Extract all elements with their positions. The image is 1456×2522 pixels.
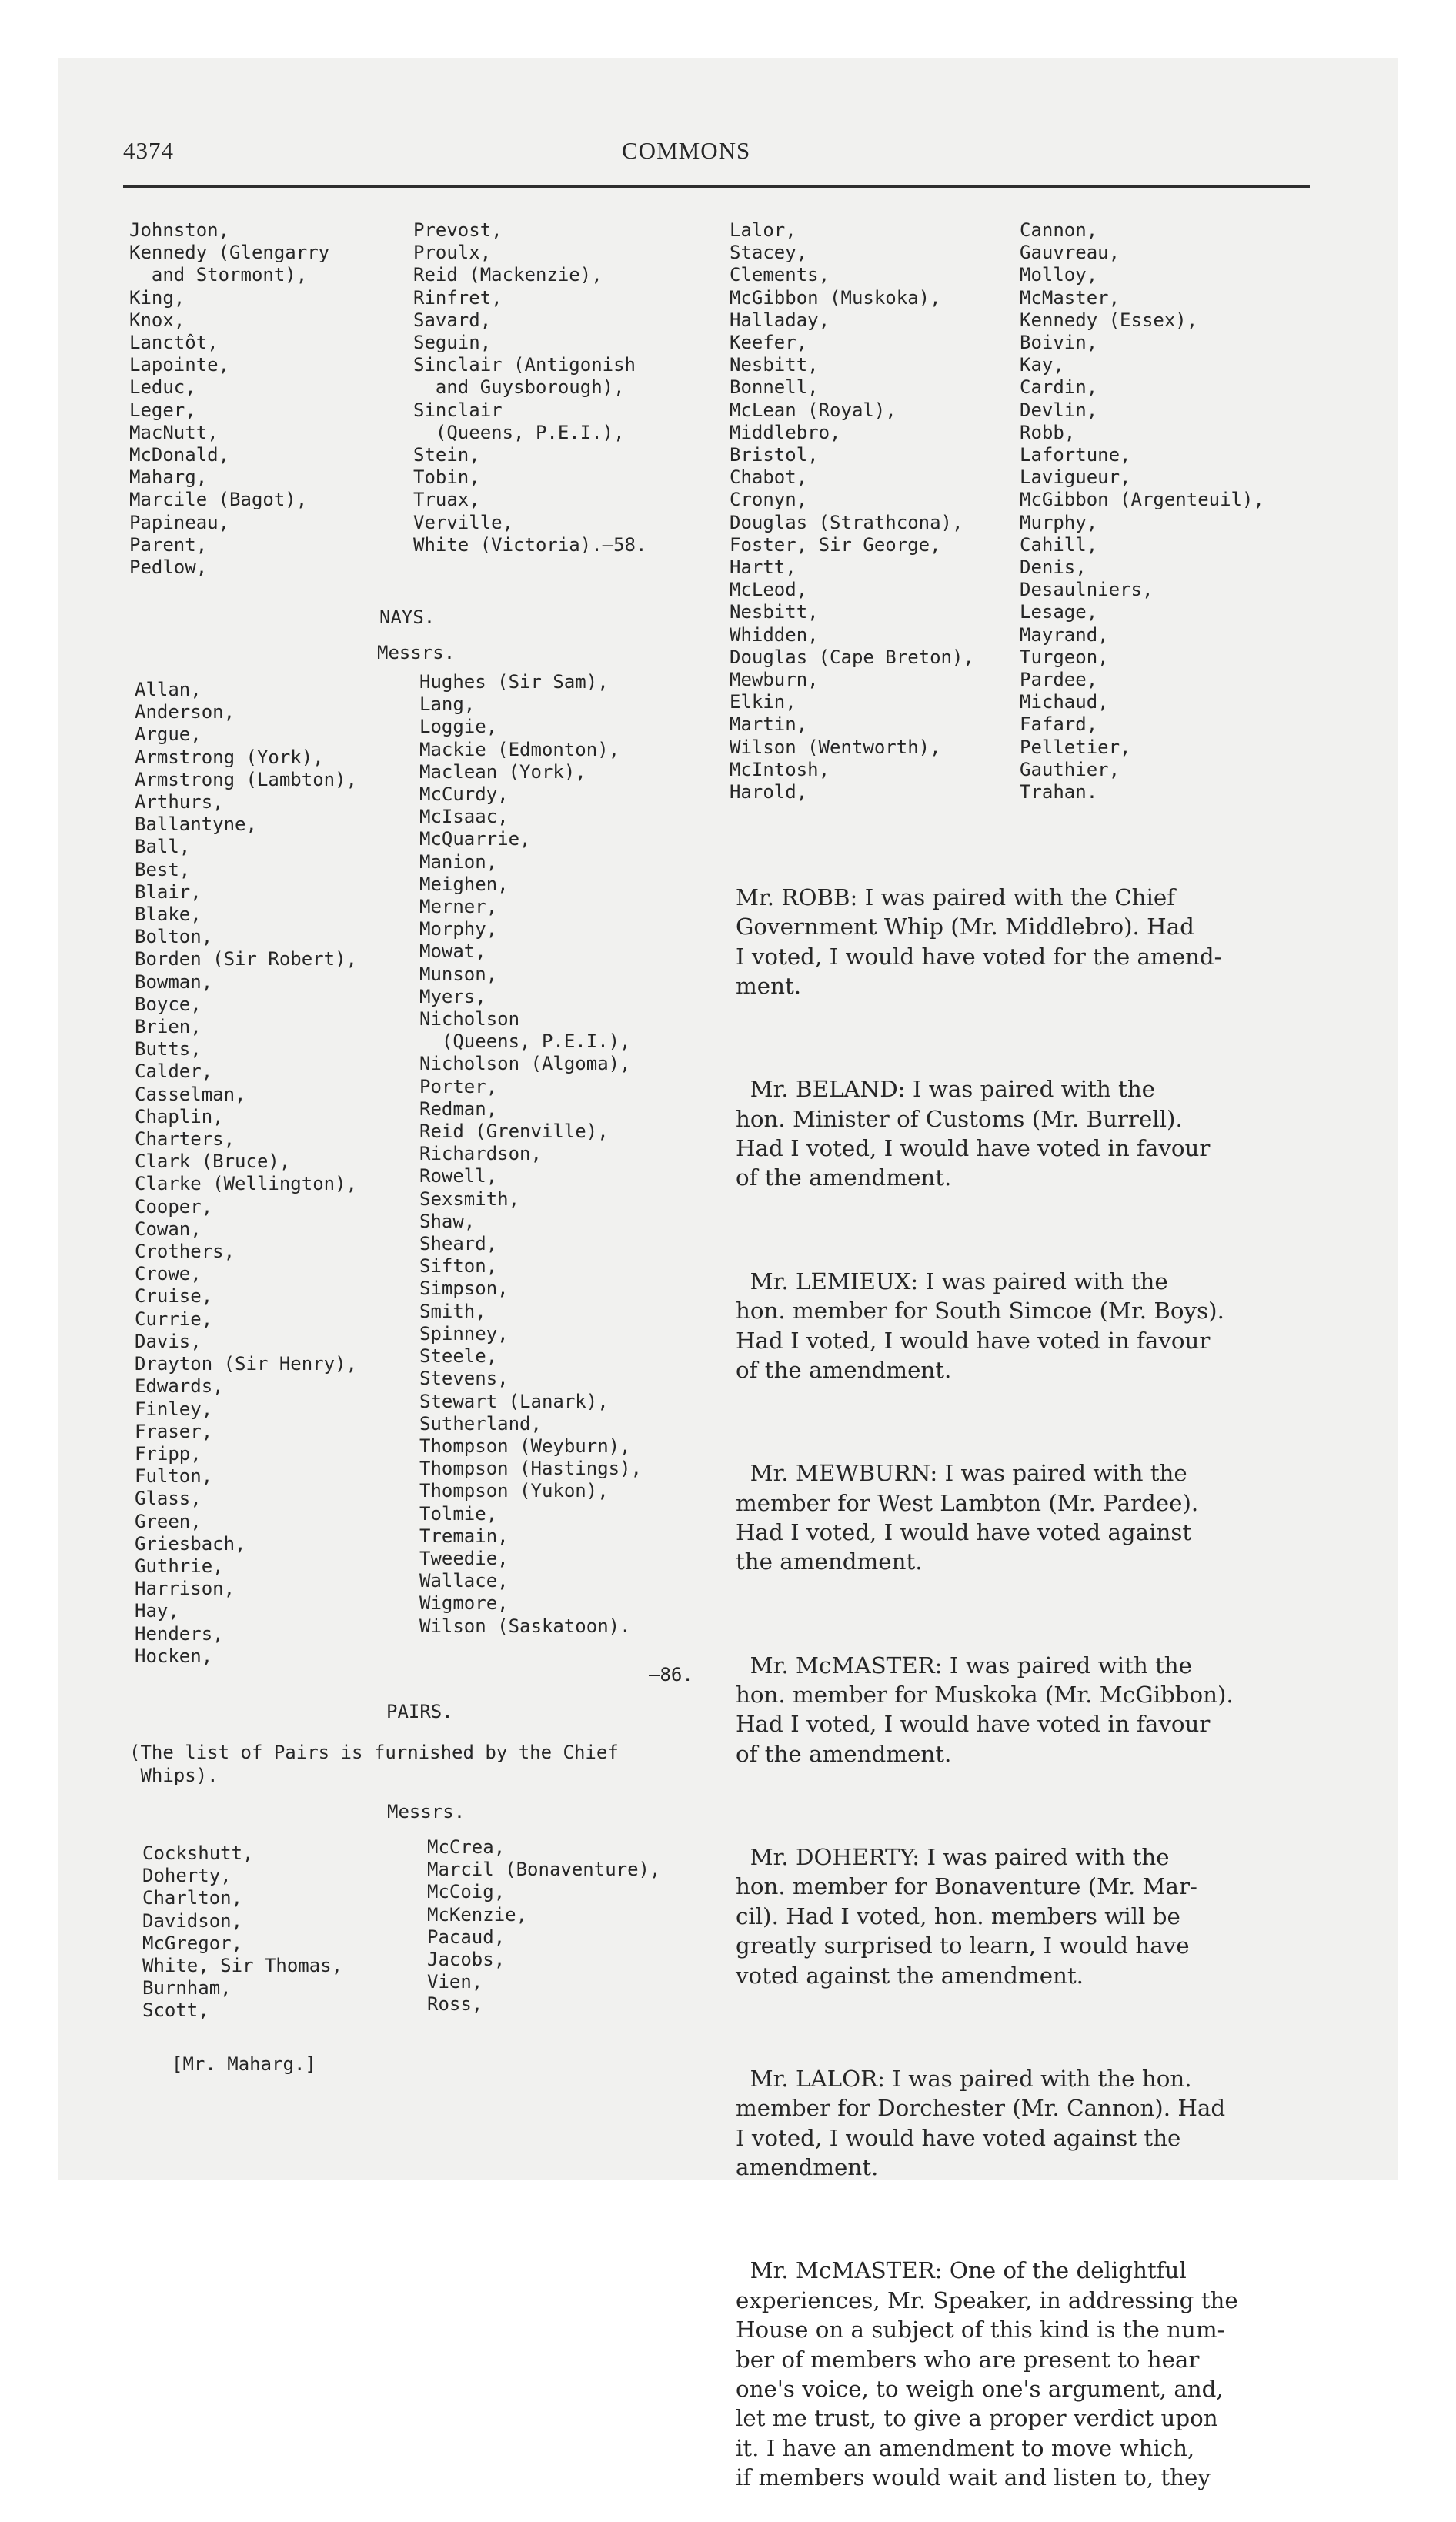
nays-column-1: Allan, Anderson, Argue, Armstrong (York), Armstrong (Lambton), Arthurs, Ballantyne, Ball, Best, Blair, Blake, Bolton, Borden (Sir Robert), Bowman, Boyce, Brien, Butts, Calder, Casselman, Chaplin, Charters, Clark (Bruce), Clarke (Wellington), Cooper, Cowan, Crothers, Crowe, Cruise, Currie, Davis, Drayton (Sir Henry), Edwards, Finley, Fraser, Fripp, Fulton, Glass, Green, Griesbach, Guthrie, Harrison, Hay, Henders, Hocken, — [135, 679, 357, 1667]
yeas-column-1: Johnston, Kennedy (Glengarry and Stormont), King, Knox, Lanctôt, Lapointe, Leduc, Leger, MacNutt, McDonald, Maharg, Marcile (Bagot), Papineau, Parent, Pedlow, — [129, 219, 330, 579]
pairs-note: (The list of Pairs is furnished by the Chief Whips). — [129, 1742, 619, 1786]
pairs-column-4: Cannon, Gauvreau, Molloy, McMaster, Kennedy (Essex), Boivin, Kay, Cardin, Devlin, Robb, Lafortune, Lavigueur, McGibbon (Argenteuil), Murphy, Cahill, Denis, Desaulniers, Lesage, Mayrand, Turgeon, Pardee, Michaud, Fafard, Pelletier, Gauthier, Trahan. — [1020, 219, 1264, 803]
pairs-column-3: Lalor, Stacey, Clements, McGibbon (Muskoka), Halladay, Keefer, Nesbitt, Bonnell, McLean (Royal), Middlebro, Bristol, Chabot, Cronyn, Douglas (Strathcona), Foster, Sir George, Hartt, McLeod, Nesbitt, Whidden, Douglas (Cape Breton), Mewburn, Elkin, Martin, Wilson (Wentworth), McIntosh, Harold, — [730, 219, 974, 803]
statement-lemieux: Mr. LEMIEUX: I was paired with the hon. member for South Simcoe (Mr. Boys). Had I voted, I would have voted in favour of the amendment. — [736, 1268, 1224, 1383]
statement-robb: Mr. ROBB: I was paired with the Chief Government Whip (Mr. Middlebro). Had I voted, I would have voted for the amend- ment. — [736, 884, 1222, 1000]
statement-mcmaster-speech: Mr. McMASTER: One of the delightful experiences, Mr. Speaker, in addressing the House on a subject of this kind is the num- ber of members who are present to hear one's voice, to weigh one's argument, and, let me trust, to give a proper verdict upon it. I have an amendment to move which, if members would wait and listen to, they — [736, 2257, 1238, 2491]
pairs-column-1: Cockshutt, Doherty, Charlton, Davidson, McGregor, White, Sir Thomas, Burnham, Scott, — [142, 1842, 343, 2022]
running-head: COMMONS — [622, 137, 751, 164]
statement-mcmaster: Mr. McMASTER: I was paired with the hon. member for Muskoka (Mr. McGibbon). Had I voted, I would have voted in favour of the amendment. — [736, 1652, 1234, 1767]
nays-column-2: Hughes (Sir Sam), Lang, Loggie, Mackie (Edmonton), Maclean (York), McCurdy, McIsaac, McQuarrie, Manion, Meighen, Merner, Morphy, Mowat, Munson, Myers, Nicholson (Queens, P.E.I.), Nicholson (Algoma), Porter, Redman, Reid (Grenville), Richardson, Rowell, Sexsmith, Shaw, Sheard, Sifton, Simpson, Smith, Spinney, Steele, Stevens, Stewart (Lanark), Sutherland, Thompson (Weyburn), Thompson (Hastings), Thompson (Yukon), Tolmie, Tremain, Tweedie, Wallace, Wigmore, Wilson (Saskatoon). — [419, 671, 642, 1637]
statement-lalor: Mr. LALOR: I was paired with the hon. member for Dorchester (Mr. Cannon). Had I voted, I would have voted against the amendment. — [736, 2065, 1226, 2181]
header-rule — [123, 185, 1310, 188]
statement-doherty: Mr. DOHERTY: I was paired with the hon. member for Bonaventure (Mr. Mar- cil). Had I voted, hon. members will be greatly surprised to learn, I would have voted against the amendment. — [736, 1844, 1197, 1989]
page-number: 4374 — [123, 137, 174, 164]
statement-mewburn: Mr. MEWBURN: I was paired with the member for West Lambton (Mr. Pardee). Had I voted, I would have voted against the amendment. — [736, 1460, 1199, 1575]
pairs-column-2: McCrea, Marcil (Bonaventure), McCoig, McKenzie, Pacaud, Jacobs, Vien, Ross, — [427, 1836, 661, 2016]
nays-messrs: Messrs. — [377, 642, 456, 663]
nays-heading: NAYS. — [379, 606, 436, 628]
yeas-column-2: Prevost, Proulx, Reid (Mackenzie), Rinfret, Savard, Seguin, Sinclair (Antigonish and Guysborough), Sinclair (Queens, P.E.I.), Stein, Tobin, Truax, Verville, White (Victoria).—58. — [413, 219, 647, 556]
speaker-reference: [Mr. Maharg.] — [172, 2053, 316, 2075]
nays-total: —86. — [649, 1664, 693, 1685]
statement-beland: Mr. BELAND: I was paired with the hon. Minister of Customs (Mr. Burrell). Had I voted, I would have voted in favour of the amendment. — [736, 1076, 1211, 1191]
statements — [736, 823, 1321, 2522]
pairs-messrs: Messrs. — [387, 1801, 466, 1822]
pairs-heading: PAIRS. — [386, 1701, 453, 1722]
